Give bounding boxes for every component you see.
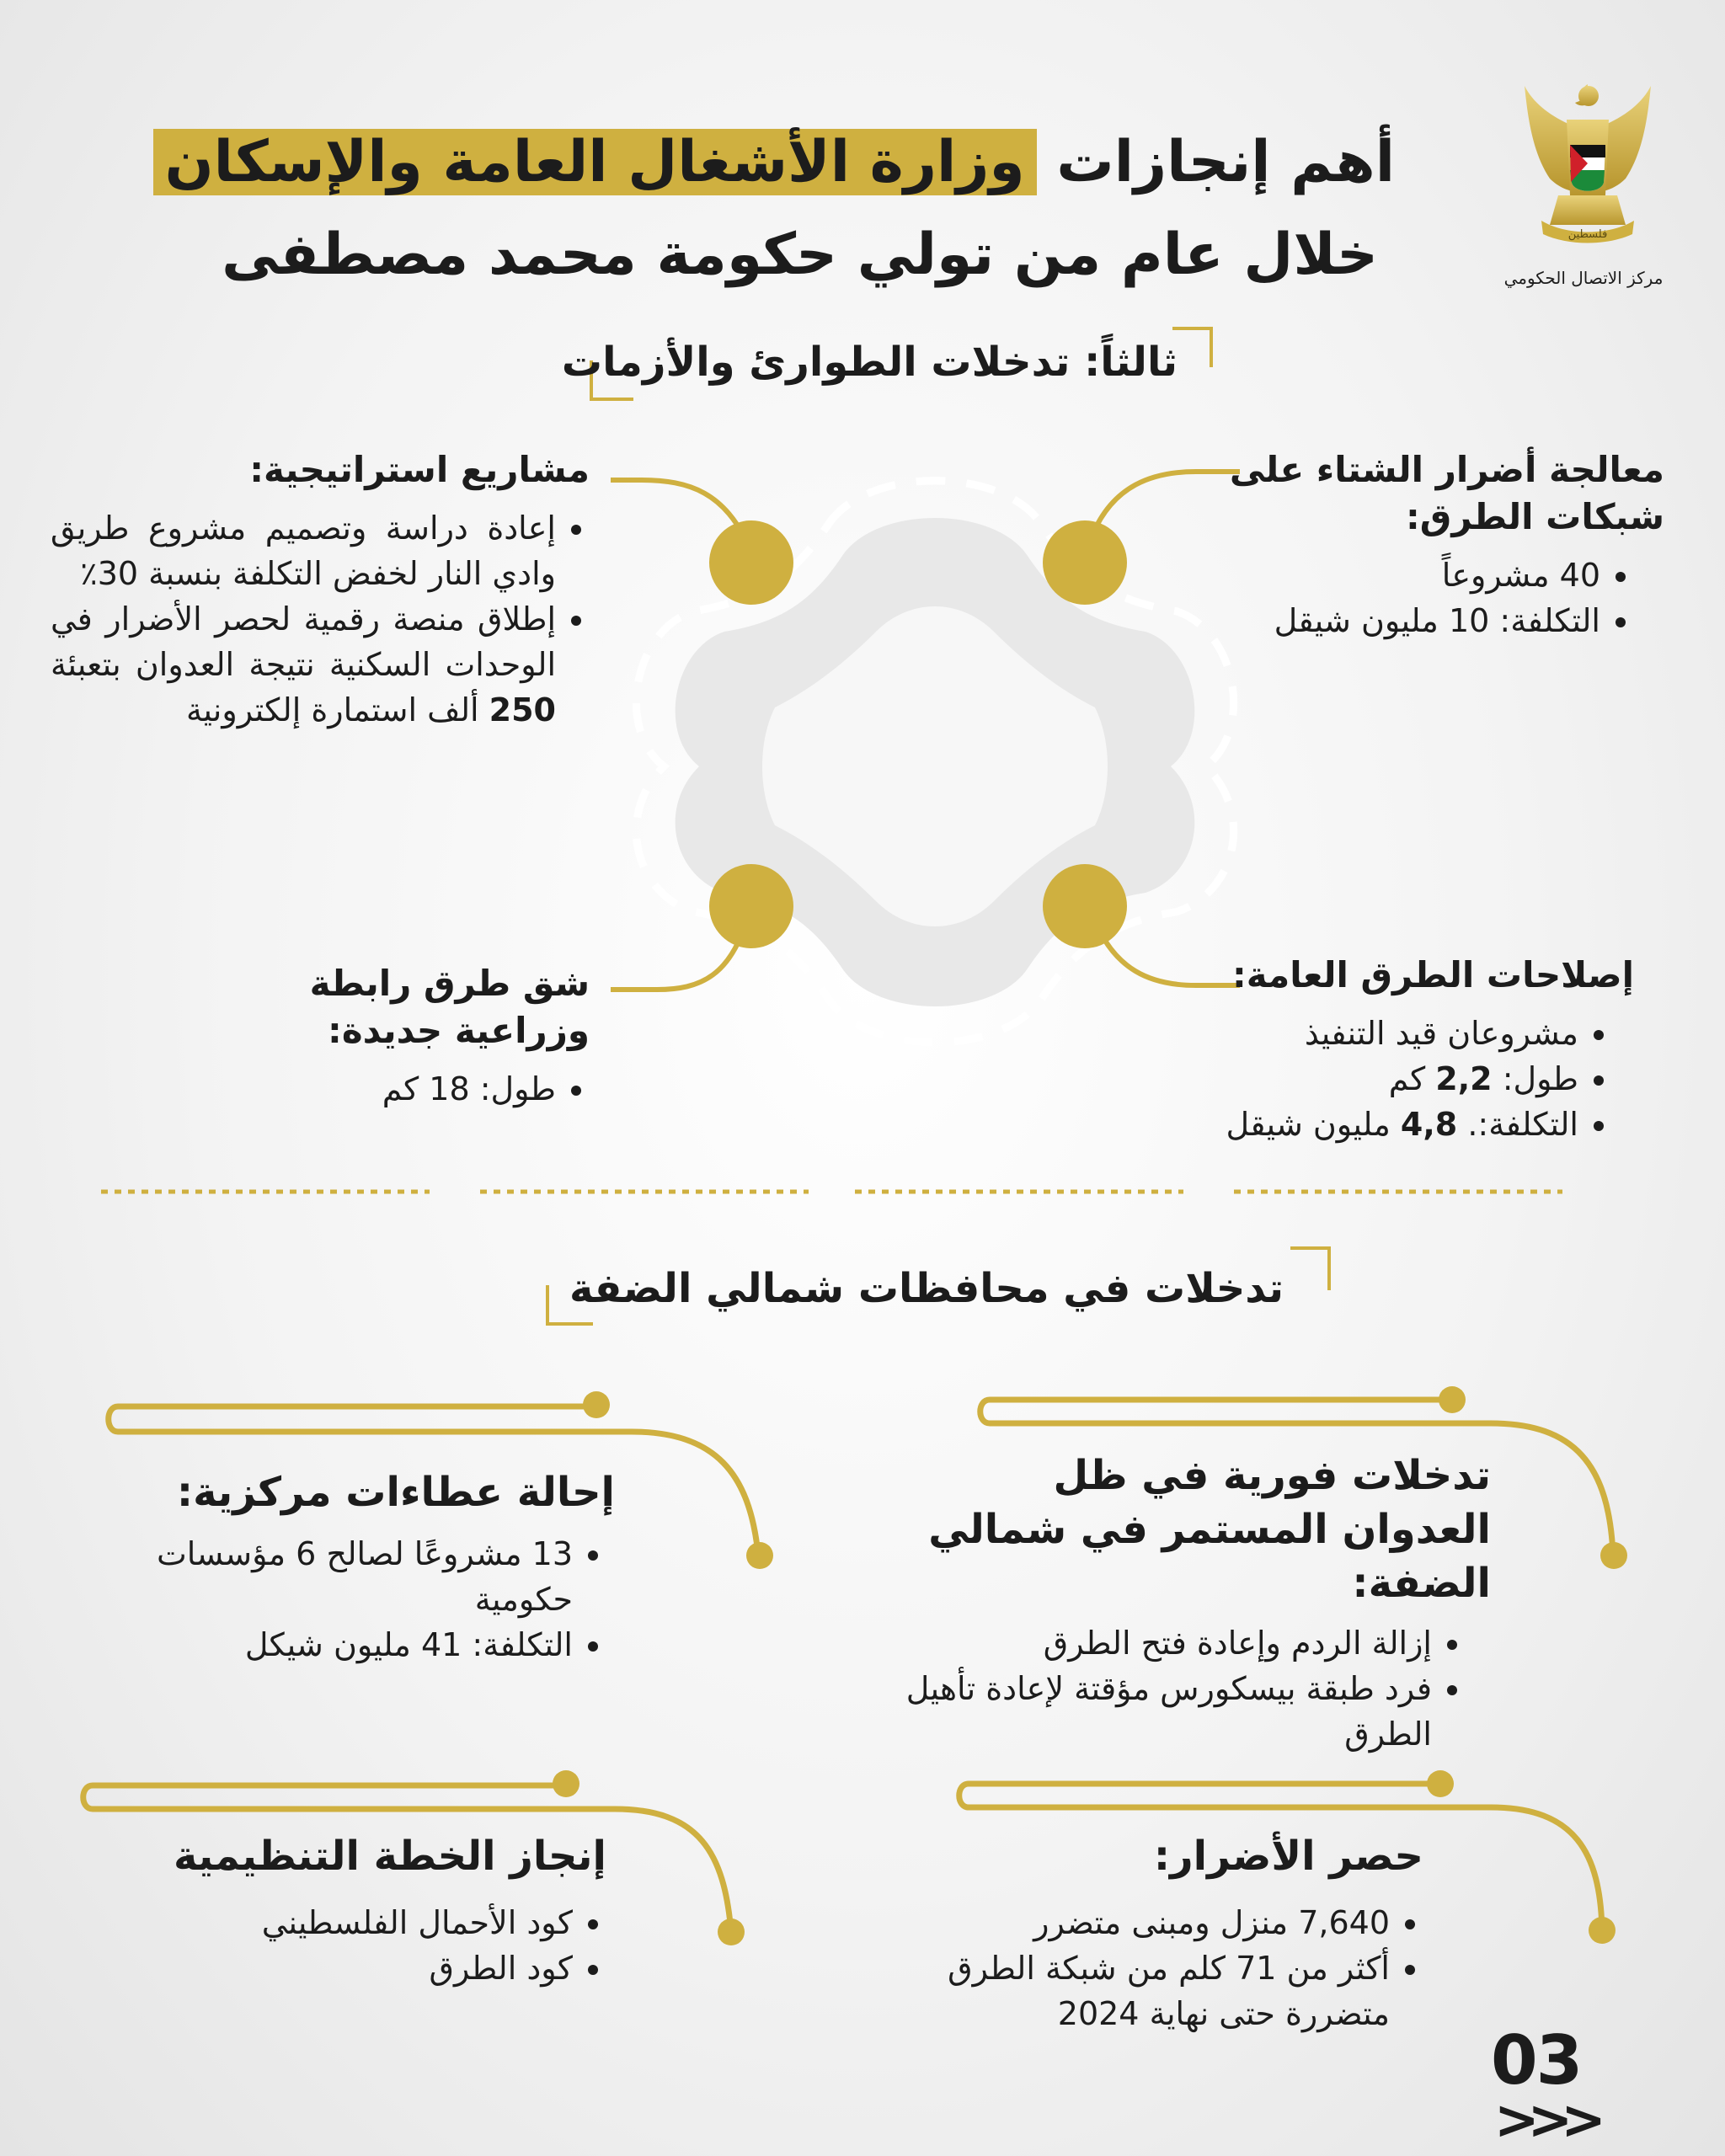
- list-item: • أكثر من 71 كلم من شبكة الطرق متضررة حتى نهاية 2024: [918, 1945, 1390, 2036]
- logo-caption: مركز الاتصال الحكومي: [1503, 268, 1664, 288]
- title-prefix: أهم إنجازات: [1056, 129, 1395, 195]
- list-item: • كود الطرق: [168, 1945, 573, 1991]
- regulatory-plan-block: [168, 1829, 606, 1991]
- gold-dot-bottom-left: [709, 864, 793, 948]
- reforms-cost-label: التكلفة:.: [1467, 1106, 1578, 1143]
- list-item: • إعادة دراسة وتصميم مشروع طريق وادي النار لخفض التكلفة بنسبة 30٪: [51, 505, 556, 596]
- list-item: • 40 مشروعاً: [1221, 552, 1600, 598]
- winter-damage-title: معالجة أضرار الشتاء على شبكات الطرق:: [1229, 449, 1664, 537]
- list-item: • إزالة الردم وإعادة فتح الطرق: [893, 1620, 1432, 1666]
- list-item: • فرد طبقة بيسكورس مؤقتة لإعادة تأهيل الطرق: [893, 1666, 1432, 1757]
- gold-dot-top-right: [1043, 520, 1127, 605]
- central-tenders-block: [93, 1465, 615, 1668]
- strategic-projects-title: مشاريع استراتيجية:: [249, 449, 590, 490]
- strategic-item2-a: إطلاق منصة رقمية لحصر الأضرار في الوحدات السكنية نتيجة العدوان بتعبئة: [51, 600, 556, 683]
- reforms-cost-unit: مليون شيقل: [1226, 1106, 1391, 1143]
- strategic-item2-num: 250: [489, 691, 556, 728]
- winter-damage-block: [1221, 446, 1664, 643]
- new-roads-block: [185, 960, 590, 1112]
- list-item: • كود الأحمال الفلسطيني: [168, 1900, 573, 1945]
- section1-connectors: [606, 455, 1263, 1011]
- list-item: [1162, 1102, 1578, 1147]
- gold-dot-top-left: [709, 520, 793, 605]
- list-item: [51, 596, 556, 733]
- list-item: • 7,640 منزل ومبنى متضرر: [918, 1900, 1390, 1945]
- list-item: • 13 مشروعًا لصالح 6 مؤسسات حكومية: [93, 1531, 573, 1622]
- strategic-item2-b: ألف استمارة إلكترونية: [185, 691, 479, 728]
- title-highlight: وزارة الأشغال العامة والإسكان: [153, 129, 1037, 195]
- page-title-line1: [164, 125, 1395, 200]
- list-item: • التكلفة: 41 مليون شيكل: [93, 1622, 573, 1668]
- new-roads-title: شق طرق رابطة وزراعية جديدة:: [309, 963, 590, 1051]
- page-title-line2: خلال عام من تولي حكومة محمد مصطفى: [222, 221, 1378, 288]
- page-number: 03: [1491, 2021, 1582, 2100]
- reforms-cost-value: 4,8: [1400, 1106, 1458, 1143]
- next-arrows-icon: >>>: [1494, 2089, 1594, 2152]
- reforms-length-unit: كم: [1388, 1060, 1426, 1097]
- list-item: • التكلفة: 10 مليون شيقل: [1221, 598, 1600, 643]
- immediate-interventions-block: [893, 1449, 1491, 1757]
- road-reforms-block: [1162, 952, 1634, 1147]
- section2-title: تدخلات في محافظات شمالي الضفة: [569, 1265, 1284, 1312]
- list-item: [1162, 1056, 1578, 1102]
- regulatory-plan-title: إنجاز الخطة التنظيمية: [174, 1833, 606, 1880]
- dotted-divider: [101, 1189, 1567, 1194]
- reforms-length-label: طول:: [1502, 1060, 1578, 1097]
- reforms-length-value: 2,2: [1435, 1060, 1493, 1097]
- section1-title: ثالثاً: تدخلات الطوارئ والأزمات: [561, 339, 1178, 386]
- damage-count-block: [918, 1829, 1423, 2036]
- eagle-emblem-icon: [1516, 77, 1659, 263]
- logo-ribbon-text: فلسطين: [1567, 228, 1608, 241]
- list-item: • مشروعان قيد التنفيذ: [1162, 1011, 1578, 1056]
- strategic-projects-block: [51, 446, 590, 733]
- gold-dot-bottom-right: [1043, 864, 1127, 948]
- immediate-interventions-title: تدخلات فورية في ظل العدوان المستمر في شمالي الضفة:: [928, 1452, 1491, 1607]
- central-tenders-title: إحالة عطاءات مركزية:: [176, 1469, 615, 1516]
- list-item: • طول: 18 كم: [185, 1066, 556, 1112]
- road-reforms-title: إصلاحات الطرق العامة:: [1231, 954, 1634, 995]
- damage-count-title: حصر الأضرار:: [1153, 1833, 1423, 1880]
